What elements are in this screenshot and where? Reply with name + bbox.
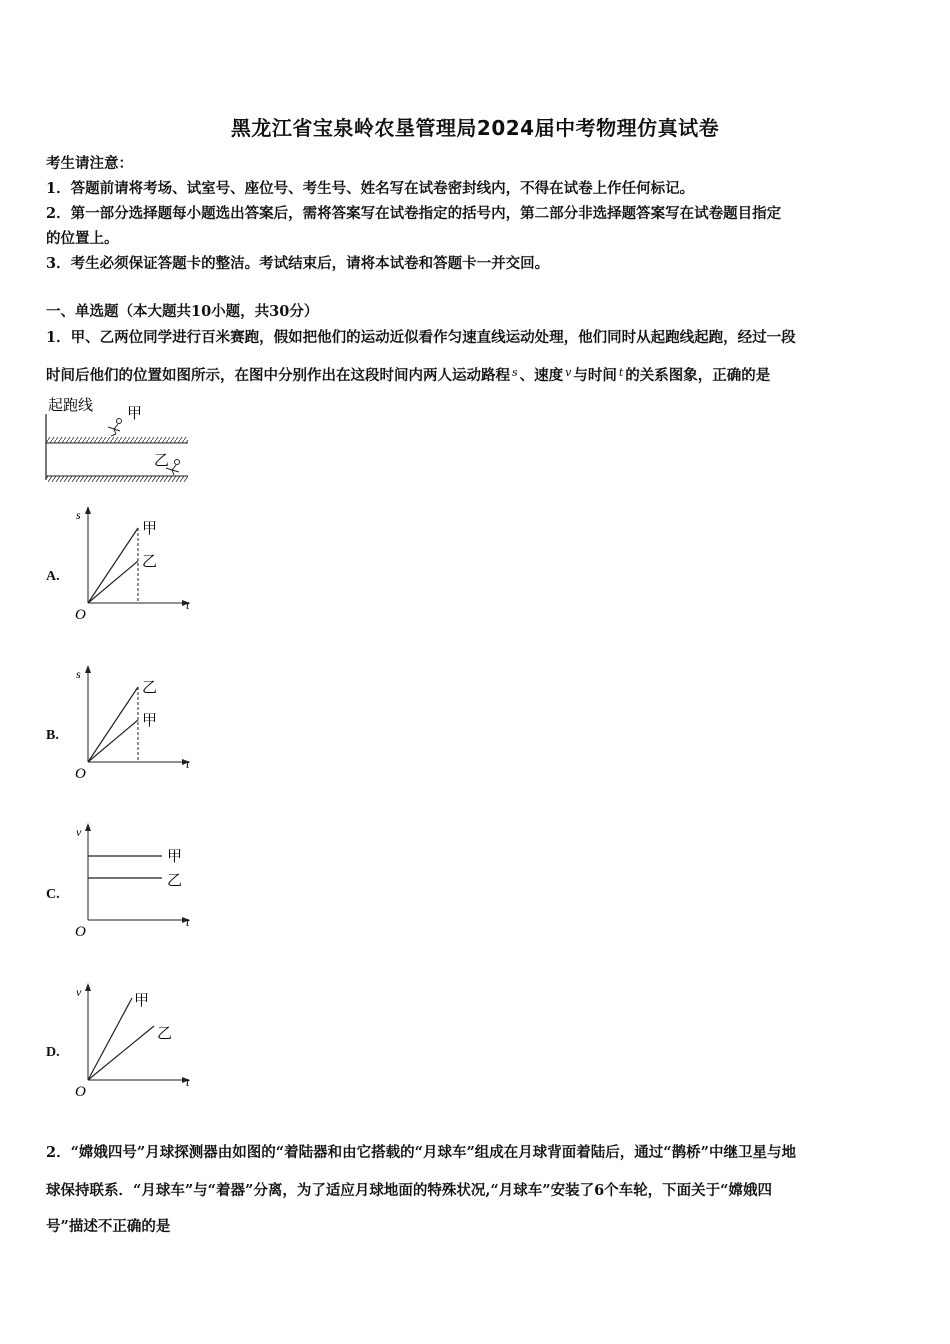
svg-text:t: t [186, 915, 190, 929]
q2-text-line1: 2．“嫦娥四号”月球探测器由如图的“着陆器和由它搭载的“月球车”组成在月球背面着陆后，通过“鹊桥”中继卫星与地 [46, 1144, 796, 1161]
section-heading: 一、单选题（本大题共10小题，共30分） [46, 303, 319, 320]
svg-text:乙: 乙 [142, 552, 158, 570]
svg-text:s: s [76, 508, 81, 522]
svg-text:乙: 乙 [157, 1024, 173, 1042]
start-line-label: 起跑线 [48, 396, 94, 414]
notice-item-2: 2．第一部分选择题每小题选出答案后，需将答案写在试卷指定的括号内，第二部分非选择题答案写在试卷题目指定 [46, 205, 782, 222]
line-upper [88, 528, 138, 603]
svg-text:O: O [75, 607, 86, 623]
notice-heading: 考生请注意： [46, 155, 133, 172]
option-a-label[interactable]: A. [46, 569, 60, 584]
runner-a-icon [108, 419, 122, 437]
line-lower [88, 561, 138, 603]
svg-text:t: t [186, 1075, 190, 1089]
svg-text:甲: 甲 [167, 847, 183, 865]
svg-text:v: v [76, 825, 82, 839]
q1-text-line1: 1．甲、乙两位同学进行百米赛跑，假如把他们的运动近似看作匀速直线运动处理，他们同时从起跑线起跑，经过一段 [46, 329, 796, 346]
svg-text:乙: 乙 [167, 871, 183, 889]
option-d-graph[interactable] [70, 980, 200, 1102]
var-v: v [565, 366, 572, 379]
svg-text:甲: 甲 [142, 711, 158, 729]
line-upper [88, 687, 138, 762]
runner-b-label: 乙 [154, 451, 170, 469]
notice-item-2-cont: 的位置上。 [46, 230, 119, 247]
option-b-label[interactable]: B. [46, 728, 59, 743]
svg-text:s: s [76, 667, 81, 681]
svg-text:甲: 甲 [134, 991, 150, 1009]
q2-text-line3: 号”描述不正确的是 [46, 1218, 171, 1235]
runner-a-label: 甲 [127, 404, 143, 422]
lane-bottom [46, 476, 188, 482]
option-a-graph[interactable] [70, 503, 200, 625]
svg-text:t: t [186, 757, 190, 771]
page-title: 黑龙江省宝泉岭农垦管理局2024届中考物理仿真试卷 [230, 116, 720, 140]
option-c-label[interactable]: C. [46, 887, 60, 902]
svg-text:v: v [76, 985, 82, 999]
svg-text:O: O [75, 1084, 86, 1100]
option-c-graph[interactable] [70, 820, 200, 942]
var-s: s [512, 366, 518, 379]
lane-divider [46, 437, 188, 443]
line-lower [88, 720, 138, 762]
svg-text:t: t [186, 598, 190, 612]
track-figure [44, 392, 194, 487]
q1-text-line2: 时间后他们的位置如图所示，在图中分别作出在这段时间内两人运动路程 $^s$ 、速度 $^v$ 与时间 $^t$ 的关系图象，正确的是 [46, 366, 771, 384]
svg-text:乙: 乙 [142, 678, 158, 696]
svg-text:O: O [75, 766, 86, 782]
q2-text-line2: 球保持联系．“月球车”与“着器”分离，为了适应月球地面的特殊状况,“月球车”安装了6个车轮，下面关于“嫦娥四 [46, 1182, 773, 1199]
option-d-label[interactable]: D. [46, 1045, 60, 1060]
svg-text:O: O [75, 924, 86, 940]
option-b-graph[interactable] [70, 662, 200, 784]
svg-text:甲: 甲 [142, 519, 158, 537]
line-lower [88, 1026, 154, 1080]
notice-item-1: 1．答题前请将考场、试室号、座位号、考生号、姓名写在试卷密封线内，不得在试卷上作任何标记。 [46, 180, 695, 197]
var-t: t [618, 366, 624, 379]
notice-item-3: 3．考生必须保证答题卡的整洁。考试结束后，请将本试卷和答题卡一并交回。 [46, 255, 550, 272]
line-upper [88, 998, 132, 1080]
